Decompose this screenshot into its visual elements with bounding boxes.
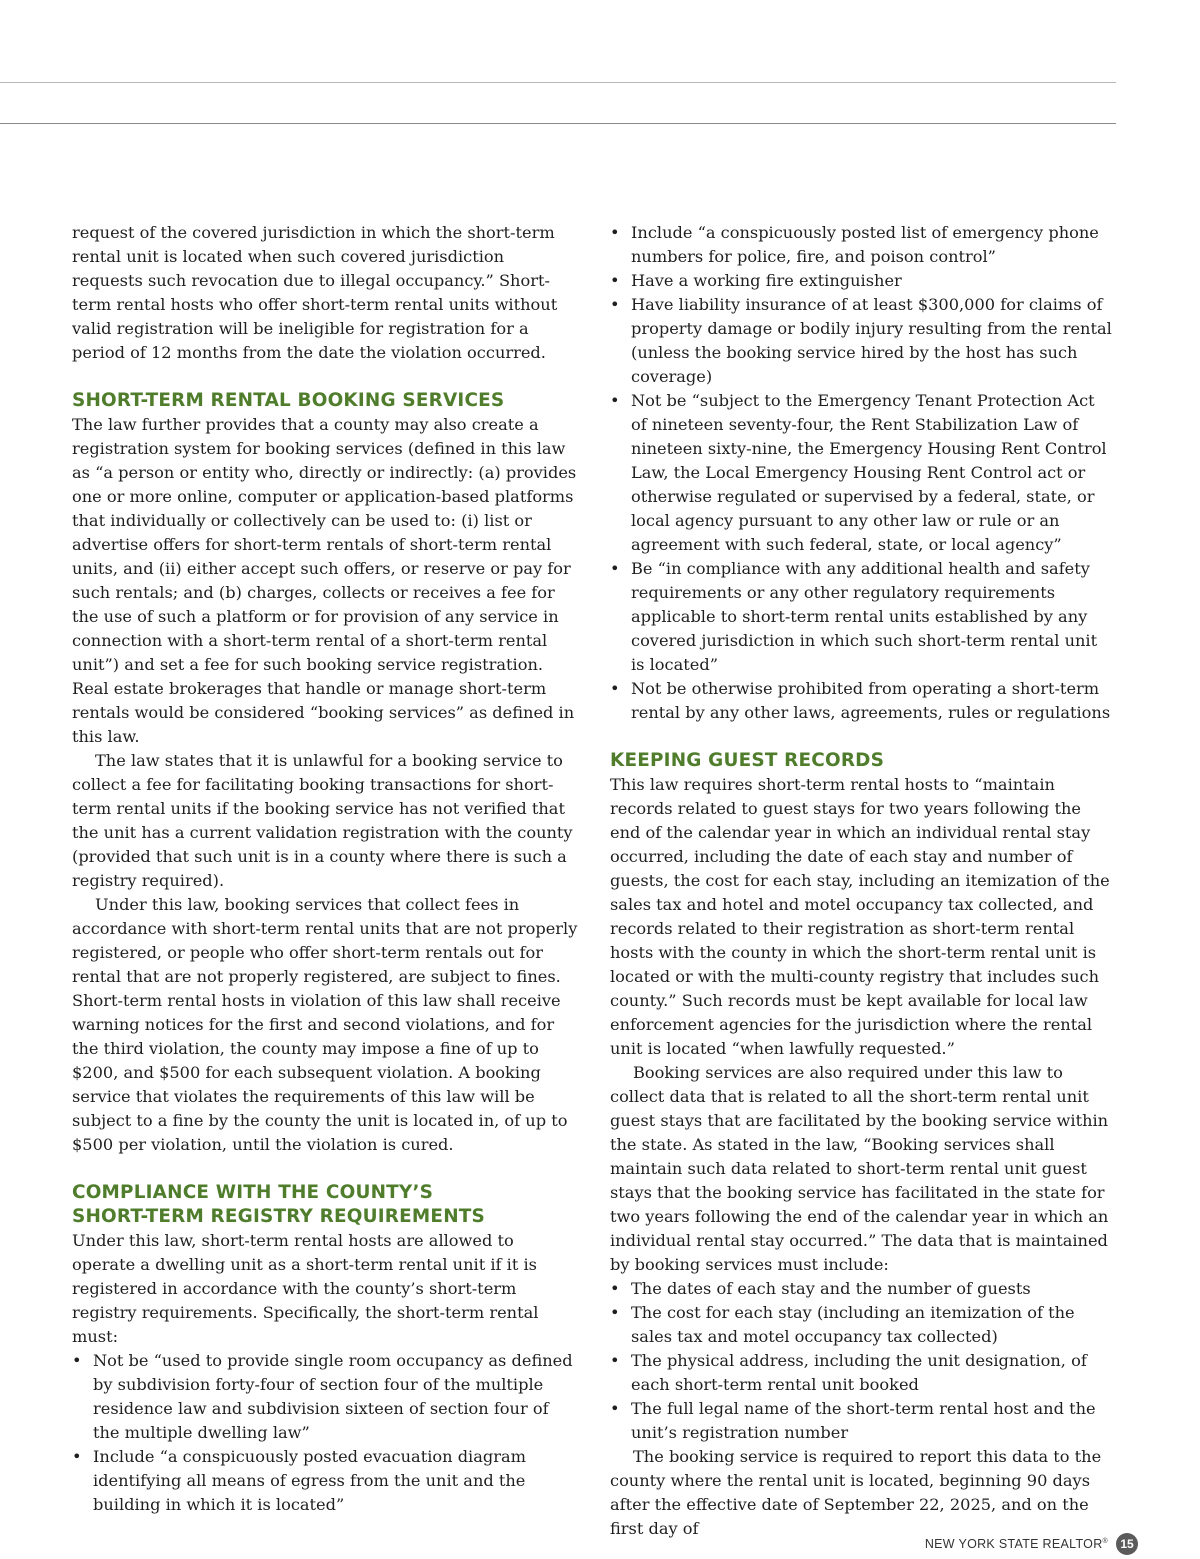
left-column — [72, 221, 578, 1517]
booking-paragraph-1: The law further provides that a county may also create a registration system for booking services (defined in this law as “a person or entity who, directly or indirectly: (a) provides one or more online, computer or application-based platforms that individually or collectively can be used to: (i) list or advertise offers for short-term rentals of short-term rental units, and (ii) either accept such offers, or reserve or pay for such rentals; and (b) charges, collects or receives a fee for the use of such a platform or for provision of any service in connection with a short-term rental of a short-term rental unit”) and set a fee for such booking service registration. Real estate brokerages that handle or manage short-term rentals would be considered “booking services” as defined in this law. — [72, 415, 577, 746]
list-item: • Have liability insurance of at least $300,000 for claims of property damage or bodily injury resulting from the rental (unless the booking service hired by the host has such coverage) — [610, 293, 1114, 389]
list-item: • The dates of each stay and the number of guests — [610, 1277, 1114, 1301]
header-rule-bottom — [0, 123, 1116, 124]
magazine-name — [925, 1537, 1108, 1551]
guest-records-heading: KEEPING GUEST RECORDS — [610, 750, 885, 771]
list-item: • The full legal name of the short-term rental host and the unit’s registration number — [610, 1397, 1114, 1445]
intro-paragraph: request of the covered jurisdiction in which the short-term rental unit is located when such covered jurisdiction requests such revocation due to illegal occupancy.” Short-term rental hosts who offer short-term rental units without valid registration will be ineligible for registration for a period of 12 months from the date the violation occurred. — [72, 223, 558, 362]
registered-mark: ® — [1102, 1537, 1108, 1545]
records-bullet-list — [610, 1277, 1114, 1445]
page-number: 15 — [1116, 1533, 1138, 1555]
compliance-bullet-list — [72, 1349, 578, 1517]
page-footer — [925, 1533, 1138, 1555]
list-item: • Include “a conspicuously posted evacuation diagram identifying all means of egress from the unit and the building in which it is located” — [72, 1445, 578, 1517]
compliance-paragraph-1: Under this law, short-term rental hosts are allowed to operate a dwelling unit as a short-term rental unit if it is registered in accordance with the county’s short-term registry requirements. Specifically, the short-term rental must: — [72, 1231, 539, 1346]
list-item: • Not be “subject to the Emergency Tenant Protection Act of nineteen seventy-four, the Rent Stabilization Law of nineteen sixty-nine, the Emergency Housing Rent Control Law, the Local Emergency Housing Rent Control act or otherwise regulated or supervised by a federal, state, or local agency pursuant to any other law or rule or an agreement with such federal, state, or local agency” — [610, 389, 1114, 557]
compliance-heading-line-1: COMPLIANCE WITH THE COUNTY’S — [72, 1182, 434, 1203]
booking-services-heading: SHORT-TERM RENTAL BOOKING SERVICES — [72, 390, 505, 411]
booking-paragraph-3: Under this law, booking services that collect fees in accordance with short-term rental units that are not properly registered, or people who offer short-term rentals out for rental that are not properly registered, are subject to fines. Short-term rental hosts in violation of this law shall receive warning notices for the first and second violations, and for the third violation, the county may impose a fine of up to $200, and $500 for each subsequent violation. A booking service that violates the requirements of this law will be subject to a fine by the county the unit is located in, of up to $500 per violation, until the violation is cured. — [72, 895, 578, 1154]
list-item: • Include “a conspicuously posted list of emergency phone numbers for police, fire, and poison control” — [610, 221, 1114, 269]
requirement-bullet-list — [610, 221, 1114, 725]
list-item: • The physical address, including the unit designation, of each short-term rental unit booked — [610, 1349, 1114, 1397]
compliance-heading — [72, 1181, 578, 1229]
records-paragraph-1: This law requires short-term rental hosts to “maintain records related to guest stays for two years following the end of the calendar year in which an individual rental stay occurred, including the date of each stay and number of guests, the cost for each stay, including an itemization of the sales tax and hotel and motel occupancy tax collected, and records related to their registration as short-term rental hosts with the county in which the short-term rental unit is located or with the multi-county registry that includes such county.” Such records must be kept available for local law enforcement agencies for the jurisdiction where the rental unit is located “when lawfully requested.” — [610, 775, 1110, 1058]
list-item: • Have a working fire extinguisher — [610, 269, 1114, 293]
records-paragraph-2: Booking services are also required under this law to collect data that is related to all the short-term rental unit guest stays that are facilitated by the booking service within the state. As stated in the law, “Booking services shall maintain such data related to short-term rental unit guest stays that the booking service has facilitated in the state for two years following the end of the calendar year in which an individual rental stay occurred.” The data that is maintained by booking services must include: — [610, 1063, 1109, 1274]
header-rule-top — [0, 82, 1116, 83]
list-item: • Not be “used to provide single room occupancy as defined by subdivision forty-four of section four of the multiple residence law and subdivision sixteen of section four of the multiple dwelling law” — [72, 1349, 578, 1445]
list-item: • The cost for each stay (including an itemization of the sales tax and motel occupancy tax collected) — [610, 1301, 1114, 1349]
list-item: • Not be otherwise prohibited from operating a short-term rental by any other laws, agreements, rules or regulations — [610, 677, 1114, 725]
booking-paragraph-2: The law states that it is unlawful for a booking service to collect a fee for facilitating booking transactions for short-term rental units if the booking service has not verified that the unit has a current validation registration with the county (provided that such unit is in a county where there is such a registry required). — [72, 751, 573, 890]
records-paragraph-3: The booking service is required to report this data to the county where the rental unit is located, beginning 90 days after the effective date of September 22, 2025, and on the first day of — [610, 1447, 1102, 1538]
right-column — [610, 221, 1114, 1541]
compliance-heading-line-2: SHORT-TERM REGISTRY REQUIREMENTS — [72, 1206, 485, 1227]
list-item: • Be “in compliance with any additional health and safety requirements or any other regulatory requirements applicable to short-term rental units established by any covered jurisdiction in which such short-term rental unit is located” — [610, 557, 1114, 677]
magazine-name-text: NEW YORK STATE REALTOR — [924, 1537, 1103, 1551]
